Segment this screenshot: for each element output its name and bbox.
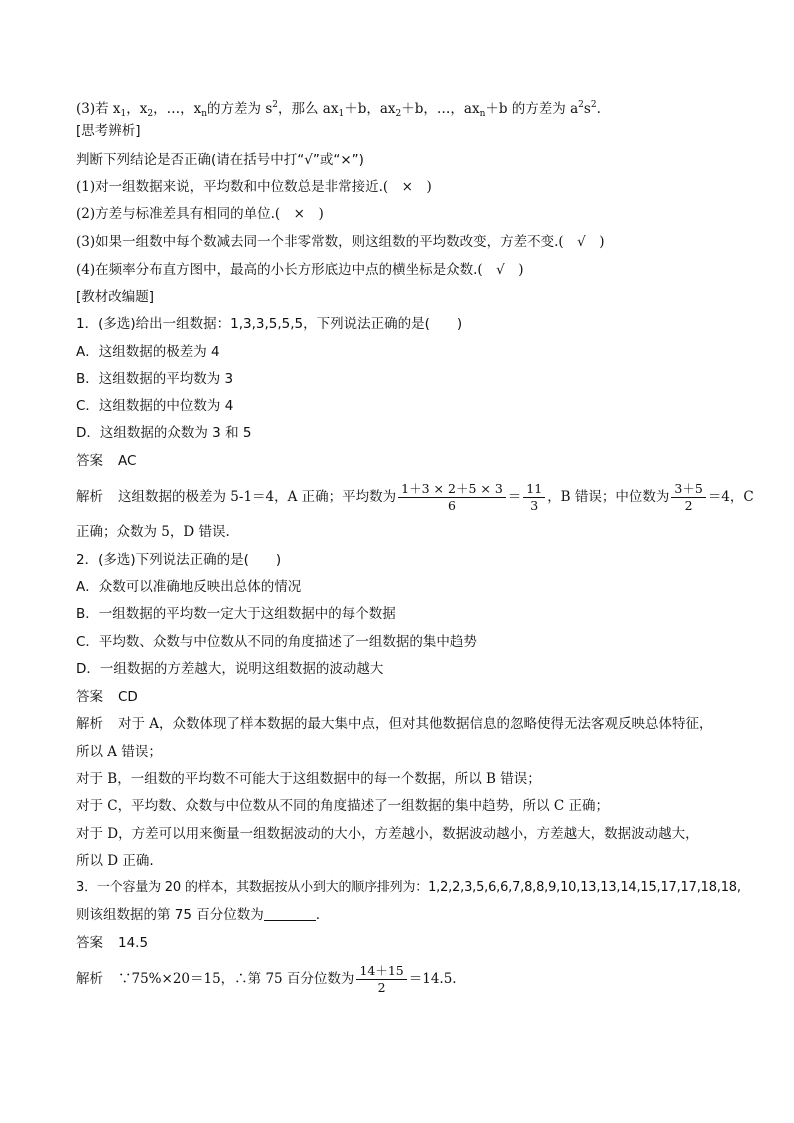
question-1-analysis-cont: 正确；众数为 5，D 错误. — [76, 524, 230, 540]
variance-property-line: (3)若 $x_1$，$x_2$，…，$x_n$的方差为 $s^2$，那么 $ax_1+b$，$ax_2+b$，…，$ax_n+b$ 的方差为 $a^2s^2$. — [76, 100, 601, 119]
question-1-analysis: 解析 这组数据的极差为 5-1＝4，A 正确；平均数为 $\frac{1+3 \times 2+5 \times 3}{6}$ ＝ $\frac{11}{3}$ ，B 错误；中位数为 $\frac{3+5}{2}$ ＝4，C — [76, 478, 724, 516]
answer-blank — [264, 906, 316, 921]
analysis-label: 解析 — [76, 716, 103, 732]
judge-item: (2)方差与标准差具有相同的单位.( × ) — [76, 206, 324, 222]
answer-label: 答案 — [76, 689, 103, 705]
question-3-stem-cont: 则该组数据的第 75 百分位数为 . — [76, 907, 321, 923]
fraction-mean: $\frac{1+3 \times 2+5 \times 3}{6}$ — [398, 481, 506, 514]
answer-value: CD — [118, 689, 138, 705]
question-2-analysis-line: 对于 C，平均数、众数与中位数从不同的角度描述了一组数据的集中趋势，所以 C 正确； — [76, 798, 610, 814]
question-2-analysis: 解析 对于 A，众数体现了样本数据的最大集中点，但对其他数据信息的忽略使得无法客观反映总体特征， — [76, 716, 713, 732]
question-2-analysis-line: 对于 B，一组数的平均数不可能大于这组数据中的每一个数据，所以 B 错误； — [76, 771, 541, 787]
answer-label: 答案 — [76, 935, 103, 951]
judge-item: (4)在频率分布直方图中，最高的小长方形底边中点的横坐标是众数.( √ ) — [76, 262, 524, 278]
question-1-stem: 1．(多选)给出一组数据：1,3,3,5,5,5，下列说法正确的是( ) — [76, 316, 463, 332]
answer-value: 14.5 — [118, 935, 149, 951]
question-2-analysis-line: 所以 D 正确. — [76, 853, 154, 869]
question-2-option-c: C．平均数、众数与中位数从不同的角度描述了一组数据的集中趋势 — [76, 634, 477, 650]
question-1-option-b: B．这组数据的平均数为 3 — [76, 371, 234, 387]
question-2-stem: 2．(多选)下列说法正确的是( ) — [76, 552, 282, 568]
analysis-label: 解析 — [76, 489, 103, 505]
section-heading-think: [思考辨析] — [76, 123, 141, 139]
question-2-option-d: D．一组数据的方差越大，说明这组数据的波动越大 — [76, 661, 384, 677]
question-3-analysis: 解析 ∵75%×20＝15，∴第 75 百分位数为 $\frac{14+15}{2}$ ＝14.5. — [76, 960, 724, 998]
judge-item: (1)对一组数据来说，平均数和中位数总是非常接近.( × ) — [76, 179, 432, 195]
fraction-mean-result: $\frac{11}{3}$ — [523, 481, 545, 514]
question-2-option-b: B．一组数据的平均数一定大于这组数据中的每个数据 — [76, 606, 396, 622]
section-heading-textbook: [教材改编题] — [76, 289, 155, 305]
analysis-label: 解析 — [76, 971, 103, 987]
answer-label: 答案 — [76, 453, 103, 469]
fraction-percentile: $\frac{14+15}{2}$ — [356, 963, 406, 996]
fraction-median: $\frac{3+5}{2}$ — [671, 481, 705, 514]
question-2-option-a: A．众数可以准确地反映出总体的情况 — [76, 579, 302, 595]
judge-instruction: 判断下列结论是否正确(请在括号中打“√”或“×”) — [76, 152, 364, 168]
question-1-option-c: C．这组数据的中位数为 4 — [76, 398, 234, 414]
question-1-answer — [76, 451, 724, 471]
question-2-analysis-line: 所以 A 错误； — [76, 744, 162, 760]
question-3-stem: 3．一个容量为 20 的样本，其数据按从小到大的顺序排列为：1,2,2,3,5,6,6,7,8,8,9,10,13,13,14,15,17,17,18,18, — [76, 880, 741, 895]
question-1-option-d: D．这组数据的众数为 3 和 5 — [76, 425, 252, 441]
question-2-analysis-line: 对于 D，方差可以用来衡量一组数据波动的大小，方差越小，数据波动越小，方差越大，数据波动越大， — [76, 826, 699, 842]
question-2-answer — [76, 687, 724, 707]
judge-item: (3)如果一组数中每个数减去同一个非零常数，则这组数的平均数改变，方差不变.( √ ) — [76, 234, 605, 250]
question-1-option-a: A．这组数据的极差为 4 — [76, 344, 220, 360]
question-3-answer — [76, 933, 724, 953]
answer-value: AC — [118, 453, 137, 469]
